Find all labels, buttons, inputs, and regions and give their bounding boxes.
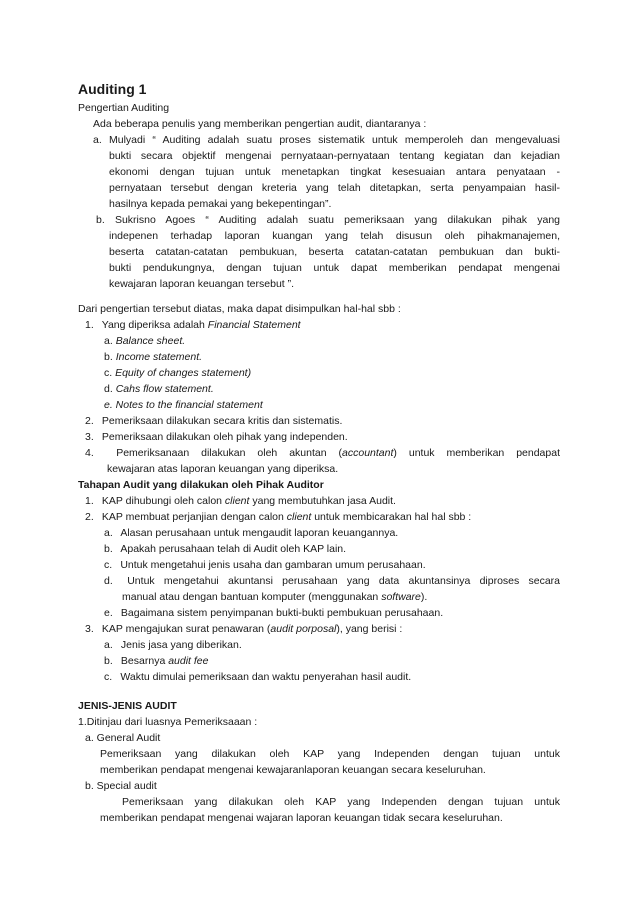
definition-b-line: indepenen terhadap laporan kuangan yang telah disusun oleh pihakmanajemen, <box>109 230 560 242</box>
general-audit-label: a. General Audit <box>85 732 161 744</box>
kesimpulan-item-3: 3. Pemeriksaan dilakukan oleh pihak yang independen. <box>85 431 348 443</box>
statement-item: d. Cahs flow statement. <box>104 383 214 395</box>
kesimpulan-intro: Dari pengertian tersebut diatas, maka dapat disimpulkan hal-hal sbb : <box>78 303 401 315</box>
tahapan-step-3-item: a. Jenis jasa yang diberikan. <box>104 639 242 651</box>
tahapan-step-3: 3. KAP mengajukan surat penawaran (audit porposal), yang berisi : <box>85 623 403 635</box>
kesimpulan-item-2: 2. Pemeriksaan dilakukan secara kritis dan sistematis. <box>85 415 343 427</box>
definition-a-line: pernyataan tersebut dengan kreteria yang telah ditetapkan, serta penyampaian hasil- <box>109 182 560 194</box>
special-audit-label: b. Special audit <box>85 780 157 792</box>
jenis-subheading: 1.Ditinjau dari luasnya Pemeriksaaan : <box>78 716 258 728</box>
statement-item: c. Equity of changes statement) <box>104 367 252 379</box>
tahapan-step-2-item: b. Apakah perusahaan telah di Audit oleh KAP lain. <box>104 543 347 555</box>
tahapan-step-1: 1. KAP dihubungi oleh calon client yang membutuhkan jasa Audit. <box>85 495 396 507</box>
tahapan-step-3-item: c. Waktu dimulai pemeriksaan dan waktu penyerahan hasil audit. <box>104 671 412 683</box>
statement-item: e. Notes to the financial statement <box>104 399 263 411</box>
tahapan-step-2-item: d. Untuk mengetahui akuntansi perusahaan yang data akuntansinya diproses secara <box>104 575 560 587</box>
tahapan-step-2-item: a. Alasan perusahaan untuk mengaudit laporan keuangannya. <box>104 527 399 539</box>
section-heading-tahapan: Tahapan Audit yang dilakukan oleh Pihak Auditor <box>78 479 324 491</box>
tahapan-step-2-item: c. Untuk mengetahui jenis usaha dan gambaran umum perusahaan. <box>104 559 426 571</box>
statement-item: a. Balance sheet. <box>104 335 186 347</box>
special-audit-text: Pemeriksaan yang dilakukan oleh KAP yang Independen dengan tujuan untuk <box>122 796 560 808</box>
tahapan-step-3-item: b. Besarnya audit fee <box>104 655 209 667</box>
section-heading-pengertian: Pengertian Auditing <box>78 102 170 114</box>
definition-b-line: bukti pendukungnya, dengan tujuan untuk dapat memberikan pendapat mengenai <box>109 262 560 274</box>
document-title: Auditing 1 <box>78 81 147 97</box>
section-heading-jenis: JENIS-JENIS AUDIT <box>78 700 177 712</box>
definition-a-line: bukti secara objektif mengenai pernyataan-pernyataan tentang kegiatan dan kejadian <box>109 150 560 162</box>
kesimpulan-item-1: 1. Yang diperiksa adalah Financial Statement <box>85 319 301 331</box>
definition-a-line: hasilnya kepada pemakai yang bekepentingan”. <box>109 198 332 210</box>
special-audit-text: memberikan pendapat mengenai wajaran laporan keuangan tidak secara keseluruhan. <box>100 812 503 824</box>
definition-b-line: b. Sukrisno Agoes “ Auditing adalah suatu pemeriksaan yang dilakukan pihak yang <box>96 214 560 226</box>
tahapan-step-2-item-cont: manual atau dengan bantuan komputer (menggunakan software). <box>122 591 428 603</box>
kesimpulan-item-4-cont: kewajaran atas laporan keuangan yang diperiksa. <box>107 463 339 475</box>
definition-a-line: a. Mulyadi “ Auditing adalah suatu proses sistematik untuk memperoleh dan mengevaluasi <box>93 134 560 146</box>
pengertian-intro: Ada beberapa penulis yang memberikan pengertian audit, diantaranya : <box>93 118 427 130</box>
definition-b-line: kewajaran laporan keuangan tersebut ”. <box>109 278 295 290</box>
tahapan-step-2: 2. KAP membuat perjanjian dengan calon client untuk membicarakan hal hal sbb : <box>85 511 472 523</box>
statement-item: b. Income statement. <box>104 351 203 363</box>
kesimpulan-item-4: 4. Pemeriksanaan dilakukan oleh akuntan (accountant) untuk memberikan pendapat <box>85 447 560 459</box>
general-audit-text: memberikan pendapat mengenai kewajaranlaporan keuangan secara keseluruhan. <box>100 764 486 776</box>
definition-b-line: beserta catatan-catatan pembukuan, beserta catatan-catatan pembukuan dan bukti- <box>109 246 560 258</box>
general-audit-text: Pemeriksaan yang dilakukan oleh KAP yang Independen dengan tujuan untuk <box>100 748 560 760</box>
tahapan-step-2-item: e. Bagaimana sistem penyimpanan bukti-bukti pembukuan perusahaan. <box>104 607 444 619</box>
definition-a-line: ekonomi dengan tujuan untuk menetapkan tingkat kesesuaian antara penyataan - <box>109 166 560 178</box>
